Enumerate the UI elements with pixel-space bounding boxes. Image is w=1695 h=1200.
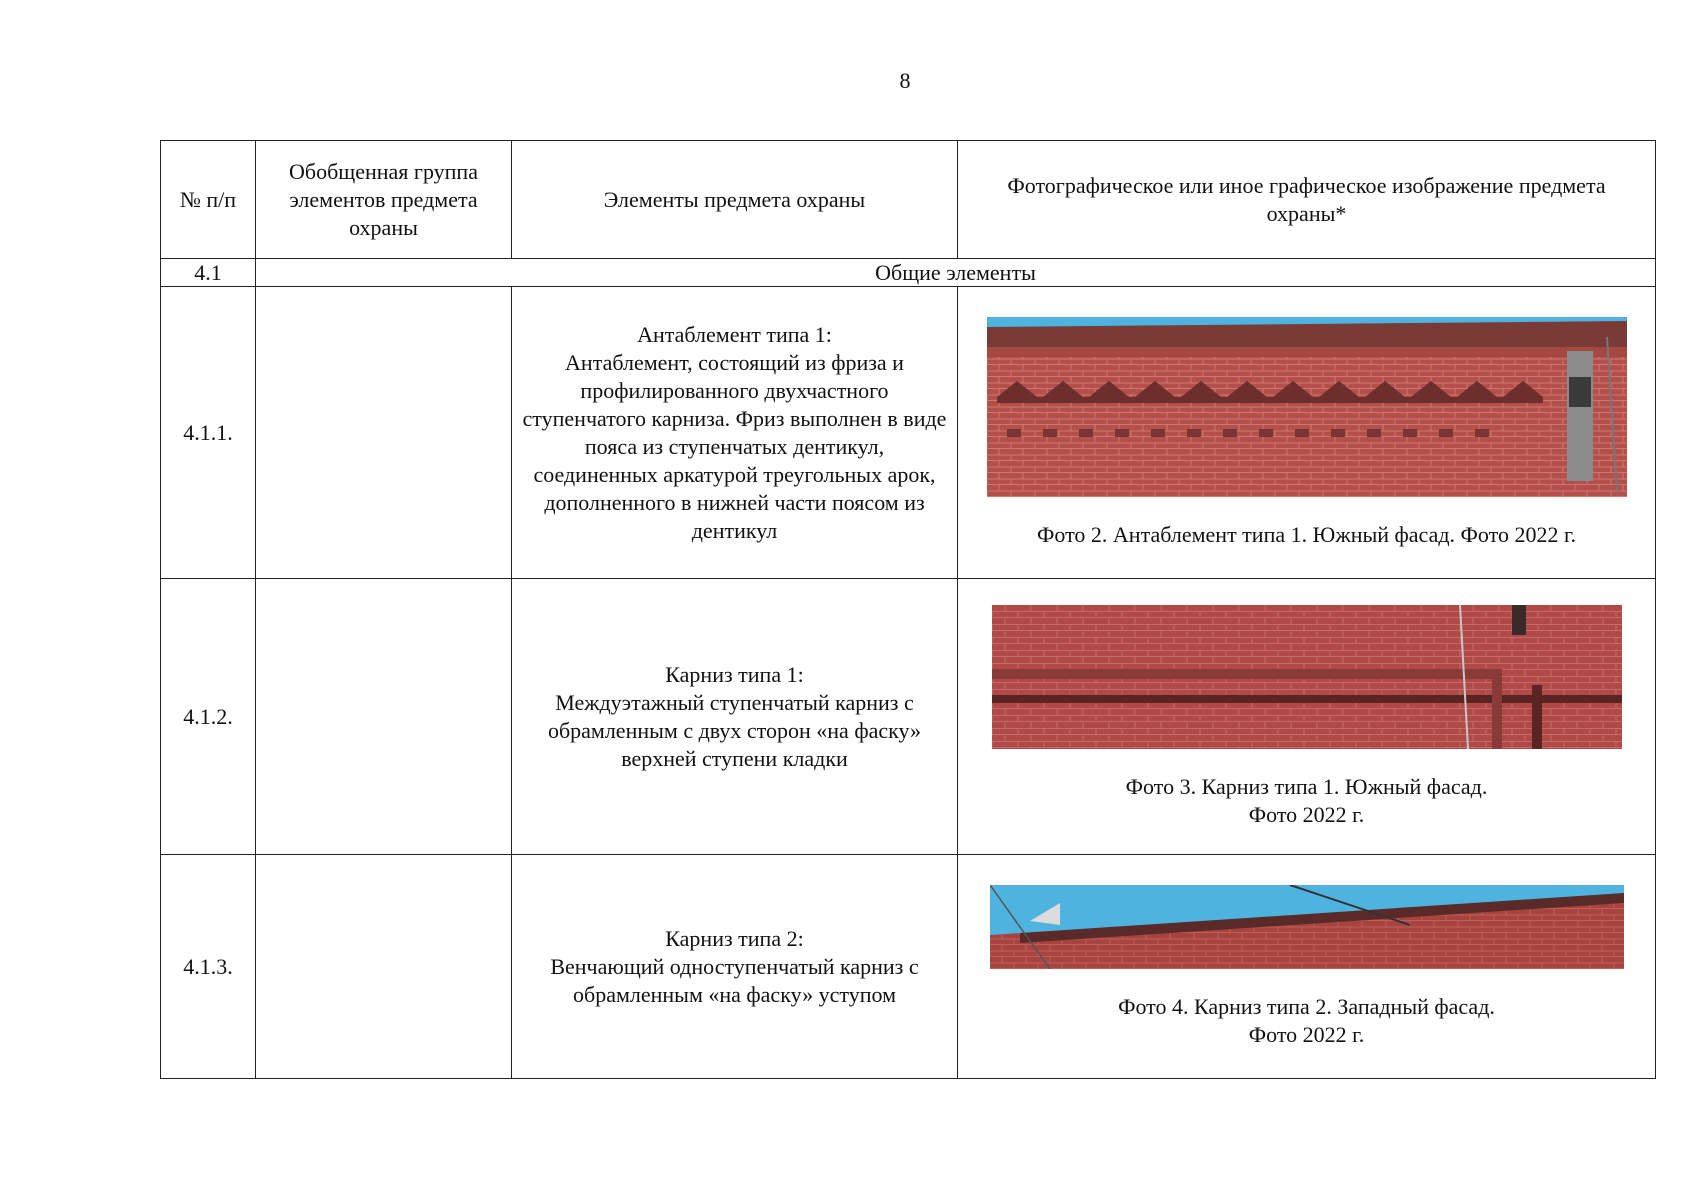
section-row <box>161 259 1656 287</box>
photo-cornice-1 <box>992 605 1622 749</box>
element-title: Карниз типа 2: <box>665 925 804 951</box>
table-header-row <box>161 141 1656 259</box>
caption-line-2: Фото 2022 г. <box>1248 801 1365 827</box>
row-num: 4.1.3. <box>161 855 256 1079</box>
table-row <box>161 855 1656 1079</box>
caption-line-1: Фото 3. Карниз типа 1. Южный фасад. <box>1125 773 1488 799</box>
row-group <box>256 287 512 579</box>
row-photo <box>958 855 1656 1079</box>
header-photo: Фотографическое или иное графическое изображение предмета охраны* <box>958 141 1656 259</box>
row-group <box>256 855 512 1079</box>
row-photo <box>958 287 1656 579</box>
row-num: 4.1.2. <box>161 579 256 855</box>
row-photo <box>958 579 1656 855</box>
element-title: Антаблемент типа 1: <box>637 321 832 347</box>
photo-entablature <box>987 317 1627 497</box>
section-title: Общие элементы <box>256 259 1656 287</box>
element-description: Венчающий одноступенчатый карниз с обрамленным «на фаску» уступом <box>550 953 919 1007</box>
header-num: № п/п <box>161 141 256 259</box>
row-num: 4.1.1. <box>161 287 256 579</box>
protection-table <box>160 140 1656 1079</box>
header-elements: Элементы предмета охраны <box>512 141 958 259</box>
photo-caption: Фото 2. Антаблемент типа 1. Южный фасад. Фото 2022 г. <box>1037 521 1576 547</box>
element-description: Междуэтажный ступенчатый карниз с обрамленным с двух сторон «на фаску» верхней ступени кладки <box>547 689 922 771</box>
table-row <box>161 287 1656 579</box>
page-number: 8 <box>899 68 911 93</box>
caption-line-2: Фото 2022 г. <box>1248 1021 1365 1047</box>
row-group <box>256 579 512 855</box>
section-num: 4.1 <box>161 259 256 287</box>
photo-caption <box>966 773 1647 829</box>
header-group: Обобщенная группа элементов предмета охраны <box>256 141 512 259</box>
element-title: Карниз типа 1: <box>665 661 804 687</box>
row-elements <box>512 855 958 1079</box>
row-elements <box>512 287 958 579</box>
table-row <box>161 579 1656 855</box>
element-description: Антаблемент, состоящий из фриза и профилированного двухчастного ступенчатого карниза. Фриз выполнен в виде пояса из ступенчатых дентикул, соединенных аркатурой треугольных арок, дополненного в нижней части поясом из дентикул <box>522 349 947 543</box>
photo-caption <box>966 993 1647 1049</box>
row-elements <box>512 579 958 855</box>
caption-line-1: Фото 4. Карниз типа 2. Западный фасад. <box>1118 993 1495 1019</box>
photo-cornice-2 <box>990 885 1624 969</box>
